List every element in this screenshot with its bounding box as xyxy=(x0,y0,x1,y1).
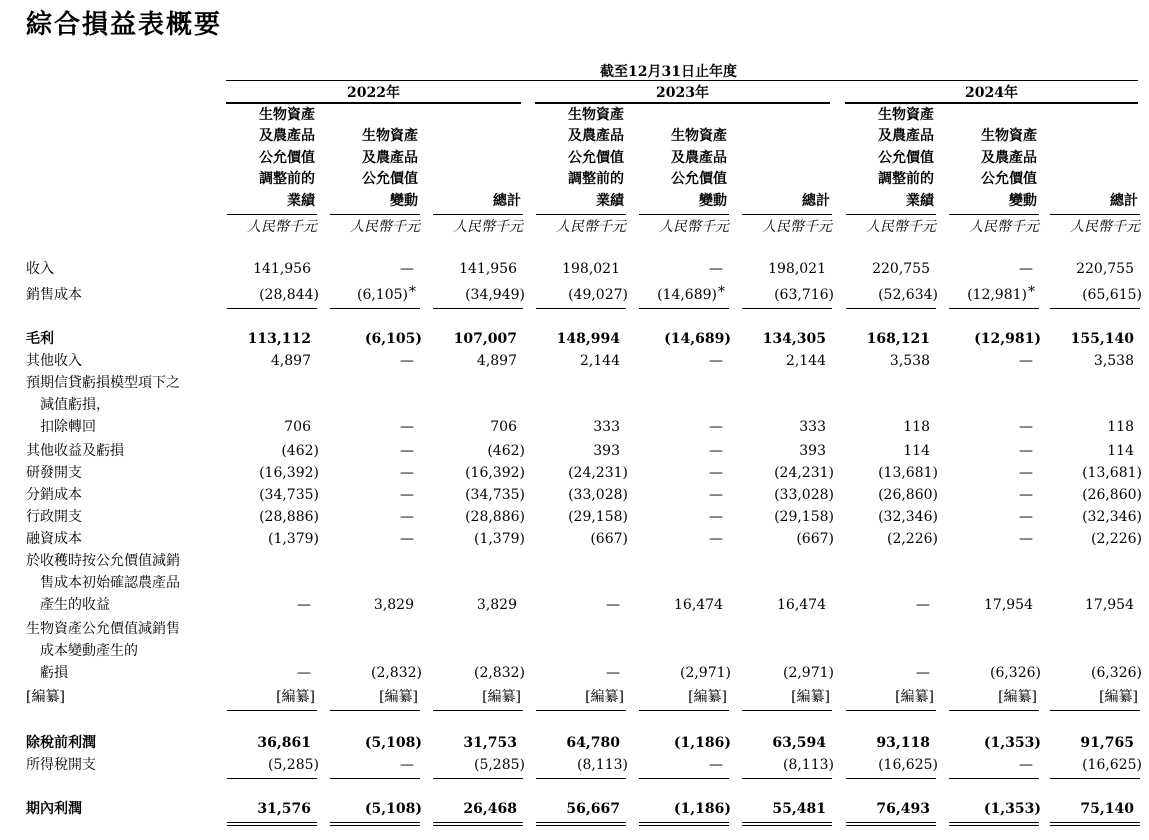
table-cell: 93,118 xyxy=(876,735,930,751)
table-cell: — xyxy=(606,665,620,681)
table-cell: (5,285) xyxy=(267,757,319,773)
table-cell: — xyxy=(400,509,414,525)
unit-rule xyxy=(742,214,832,215)
table-cell: 2,144 xyxy=(785,353,826,369)
subtotal-rule xyxy=(742,778,832,779)
table-cell: (63,716) xyxy=(774,287,834,303)
subtotal-rule xyxy=(949,778,1039,779)
table-cell: (32,346) xyxy=(1082,509,1142,525)
row-label: 售成本初始確認農產品 xyxy=(40,575,180,591)
table-cell: (2,832) xyxy=(473,665,525,681)
table-cell: — xyxy=(709,509,723,525)
table-cell: — xyxy=(1019,531,1033,547)
table-cell: (16,392) xyxy=(259,465,319,481)
row-label: 融資成本 xyxy=(26,531,82,547)
table-cell: 168,121 xyxy=(866,331,930,347)
table-cell: 333 xyxy=(799,419,826,435)
table-cell: — xyxy=(297,597,311,613)
unit-label: 人民幣千元 xyxy=(1070,219,1140,235)
subtotal-rule xyxy=(330,778,420,779)
subtotal-rule xyxy=(949,710,1039,711)
table-cell: (667) xyxy=(796,531,834,547)
table-cell: (5,108) xyxy=(364,801,422,817)
table-cell: [編纂] xyxy=(998,689,1037,705)
table-cell: (32,346) xyxy=(878,509,938,525)
table-cell: 3,538 xyxy=(889,353,930,369)
table-cell: 148,994 xyxy=(556,331,620,347)
total-double-rule xyxy=(742,822,832,826)
row-label: 其他收入 xyxy=(26,353,82,369)
table-cell: (2,971) xyxy=(782,665,834,681)
unit-rule xyxy=(846,214,936,215)
column-header-total: 總計 xyxy=(493,192,521,209)
table-cell: (28,844) xyxy=(259,287,319,303)
table-cell: 393 xyxy=(593,443,620,459)
unit-rule xyxy=(227,214,317,215)
total-double-rule xyxy=(330,822,420,826)
table-cell: 16,474 xyxy=(777,597,826,613)
table-cell: (8,113) xyxy=(576,757,628,773)
table-cell: — xyxy=(1019,487,1033,503)
year-header: 2022年 xyxy=(347,85,400,101)
table-cell: 333 xyxy=(593,419,620,435)
row-label: 研發開支 xyxy=(26,465,82,481)
table-cell: 76,493 xyxy=(876,801,930,817)
column-header-before: 生物資產 及農產品 公允價值 調整前的 業績 xyxy=(259,106,315,209)
table-cell: — xyxy=(709,419,723,435)
table-cell: 91,765 xyxy=(1080,735,1134,751)
table-cell: 36,861 xyxy=(257,735,311,751)
unit-rule xyxy=(639,214,729,215)
table-cell: (14,689) xyxy=(664,331,731,347)
footnote-marker: * xyxy=(409,284,416,300)
table-cell: (12,981) xyxy=(967,287,1027,303)
row-label: [編纂] xyxy=(26,689,65,705)
table-cell: — xyxy=(709,487,723,503)
subtotal-rule xyxy=(433,778,523,779)
total-double-rule xyxy=(1050,822,1140,826)
table-cell: (26,860) xyxy=(1082,487,1142,503)
table-cell: 706 xyxy=(284,419,311,435)
total-double-rule xyxy=(227,822,317,826)
table-cell: 198,021 xyxy=(562,261,620,277)
subtotal-rule xyxy=(227,778,317,779)
table-cell: — xyxy=(1019,757,1033,773)
row-label: 成本變動產生的 xyxy=(40,643,138,659)
table-cell: 220,755 xyxy=(872,261,930,277)
table-cell: (6,105) xyxy=(356,287,408,303)
row-label: 毛利 xyxy=(26,331,54,347)
table-cell: (1,186) xyxy=(673,801,731,817)
year-header: 2023年 xyxy=(656,85,709,101)
total-double-rule xyxy=(433,822,523,826)
table-cell: (16,392) xyxy=(465,465,525,481)
year-header: 2024年 xyxy=(965,85,1018,101)
subtotal-rule xyxy=(639,710,729,711)
table-cell: 113,112 xyxy=(247,331,311,347)
subtotal-rule xyxy=(433,308,523,309)
table-cell: 4,897 xyxy=(270,353,311,369)
total-double-rule xyxy=(536,822,626,826)
table-cell: — xyxy=(400,757,414,773)
subtotal-rule xyxy=(742,710,832,711)
subtotal-rule xyxy=(639,778,729,779)
table-cell: (34,735) xyxy=(465,487,525,503)
table-cell: — xyxy=(606,597,620,613)
table-cell: (29,158) xyxy=(774,509,834,525)
table-cell: (34,735) xyxy=(259,487,319,503)
table-cell: 17,954 xyxy=(1085,597,1134,613)
subtotal-rule xyxy=(742,308,832,309)
table-cell: 114 xyxy=(903,443,930,459)
unit-label: 人民幣千元 xyxy=(350,219,420,235)
row-label: 期內利潤 xyxy=(26,801,82,817)
table-cell: — xyxy=(709,531,723,547)
table-cell: (16,625) xyxy=(878,757,938,773)
row-label: 產生的收益 xyxy=(40,597,110,613)
table-cell: 3,829 xyxy=(476,597,517,613)
table-cell: 26,468 xyxy=(463,801,517,817)
table-cell: [編纂] xyxy=(585,689,624,705)
table-cell: — xyxy=(1019,353,1033,369)
subtotal-rule xyxy=(227,710,317,711)
unit-label: 人民幣千元 xyxy=(247,219,317,235)
table-cell: (26,860) xyxy=(878,487,938,503)
table-cell: (24,231) xyxy=(568,465,628,481)
table-cell: — xyxy=(400,465,414,481)
row-label: 銷售成本 xyxy=(26,287,82,303)
table-cell: — xyxy=(709,757,723,773)
table-cell: (8,113) xyxy=(782,757,834,773)
table-cell: 3,829 xyxy=(373,597,414,613)
table-cell: (1,353) xyxy=(983,801,1041,817)
subtotal-rule xyxy=(846,308,936,309)
table-cell: [編纂] xyxy=(276,689,315,705)
table-cell: — xyxy=(709,261,723,277)
table-cell: 64,780 xyxy=(566,735,620,751)
unit-label: 人民幣千元 xyxy=(659,219,729,235)
unit-label: 人民幣千元 xyxy=(453,219,523,235)
unit-rule xyxy=(536,214,626,215)
subtotal-rule xyxy=(536,308,626,309)
column-header-change: 生物資產 及農產品 公允價值 變動 xyxy=(671,128,727,209)
table-cell: (52,634) xyxy=(878,287,938,303)
row-label: 生物資產公允價值減銷售 xyxy=(26,621,180,637)
table-cell: 75,140 xyxy=(1080,801,1134,817)
table-cell: 118 xyxy=(903,419,930,435)
table-cell: (34,949) xyxy=(465,287,525,303)
unit-label: 人民幣千元 xyxy=(866,219,936,235)
total-double-rule xyxy=(639,822,729,826)
table-cell: (6,105) xyxy=(364,331,422,347)
table-cell: 4,897 xyxy=(476,353,517,369)
table-cell: [編纂] xyxy=(482,689,521,705)
table-cell: 141,956 xyxy=(253,261,311,277)
row-label: 於收穫時按公允價值減銷 xyxy=(26,553,180,569)
subtotal-rule xyxy=(536,778,626,779)
table-cell: (667) xyxy=(590,531,628,547)
table-cell: (462) xyxy=(281,443,319,459)
row-label: 除稅前利潤 xyxy=(26,735,96,751)
subtotal-rule xyxy=(330,710,420,711)
total-double-rule xyxy=(949,822,1039,826)
table-cell: (24,231) xyxy=(774,465,834,481)
row-label: 扣除轉回 xyxy=(40,419,96,435)
table-cell: 56,667 xyxy=(566,801,620,817)
unit-rule xyxy=(433,214,523,215)
subtotal-rule xyxy=(949,308,1039,309)
unit-rule xyxy=(1050,214,1140,215)
table-cell: (13,681) xyxy=(1082,465,1142,481)
period-rule xyxy=(226,80,1138,81)
subtotal-rule xyxy=(227,308,317,309)
table-cell: — xyxy=(400,353,414,369)
table-cell: — xyxy=(709,443,723,459)
table-cell: 17,954 xyxy=(984,597,1033,613)
table-cell: (16,625) xyxy=(1082,757,1142,773)
table-cell: [編纂] xyxy=(379,689,418,705)
table-cell: 63,594 xyxy=(772,735,826,751)
table-cell: 2,144 xyxy=(579,353,620,369)
table-cell: [編纂] xyxy=(791,689,830,705)
unit-rule xyxy=(949,214,1039,215)
row-label: 其他收益及虧損 xyxy=(26,443,124,459)
table-cell: (1,379) xyxy=(267,531,319,547)
total-double-rule xyxy=(846,822,936,826)
row-label: 預期信貸虧損模型項下之 xyxy=(26,375,180,391)
row-label: 減值虧損， xyxy=(40,397,110,413)
column-header-before: 生物資產 及農產品 公允價值 調整前的 業績 xyxy=(878,106,934,209)
subtotal-rule xyxy=(639,308,729,309)
table-cell: — xyxy=(400,261,414,277)
table-cell: 141,956 xyxy=(459,261,517,277)
table-cell: (2,226) xyxy=(886,531,938,547)
table-cell: (29,158) xyxy=(568,509,628,525)
table-cell: — xyxy=(709,353,723,369)
table-cell: — xyxy=(1019,465,1033,481)
table-cell: — xyxy=(1019,509,1033,525)
subtotal-rule xyxy=(846,710,936,711)
footnote-marker: * xyxy=(718,284,725,300)
table-cell: (1,186) xyxy=(673,735,731,751)
table-cell: (1,379) xyxy=(473,531,525,547)
table-cell: (6,326) xyxy=(989,665,1041,681)
table-cell: — xyxy=(1019,419,1033,435)
table-cell: (1,353) xyxy=(983,735,1041,751)
table-cell: (28,886) xyxy=(465,509,525,525)
table-cell: 118 xyxy=(1107,419,1134,435)
table-cell: 31,576 xyxy=(257,801,311,817)
unit-label: 人民幣千元 xyxy=(969,219,1039,235)
subtotal-rule xyxy=(330,308,420,309)
row-label: 收入 xyxy=(26,261,54,277)
column-header-change: 生物資產 及農產品 公允價值 變動 xyxy=(362,128,418,209)
table-cell: (49,027) xyxy=(568,287,628,303)
table-cell: 393 xyxy=(799,443,826,459)
period-header: 截至12月31日止年度 xyxy=(600,64,737,80)
subtotal-rule xyxy=(433,710,523,711)
table-cell: 134,305 xyxy=(762,331,826,347)
table-cell: — xyxy=(297,665,311,681)
table-cell: (14,689) xyxy=(657,287,717,303)
column-header-before: 生物資產 及農產品 公允價值 調整前的 業績 xyxy=(568,106,624,209)
table-cell: — xyxy=(1019,443,1033,459)
table-cell: — xyxy=(400,443,414,459)
table-cell: 220,755 xyxy=(1076,261,1134,277)
table-cell: (2,971) xyxy=(679,665,731,681)
table-cell: (13,681) xyxy=(878,465,938,481)
unit-label: 人民幣千元 xyxy=(762,219,832,235)
table-cell: 55,481 xyxy=(772,801,826,817)
subtotal-rule xyxy=(1050,778,1140,779)
table-cell: (2,832) xyxy=(370,665,422,681)
table-cell: — xyxy=(916,665,930,681)
row-label: 所得稅開支 xyxy=(26,757,96,773)
table-cell: (12,981) xyxy=(974,331,1041,347)
unit-rule xyxy=(330,214,420,215)
column-header-total: 總計 xyxy=(802,192,830,209)
table-cell: (33,028) xyxy=(568,487,628,503)
table-cell: [編纂] xyxy=(688,689,727,705)
row-label: 分銷成本 xyxy=(26,487,82,503)
row-label: 行政開支 xyxy=(26,509,82,525)
table-cell: (5,108) xyxy=(364,735,422,751)
table-cell: (65,615) xyxy=(1082,287,1142,303)
table-cell: (33,028) xyxy=(774,487,834,503)
table-cell: — xyxy=(916,597,930,613)
table-cell: 706 xyxy=(490,419,517,435)
subtotal-rule xyxy=(1050,710,1140,711)
unit-label: 人民幣千元 xyxy=(556,219,626,235)
table-cell: 3,538 xyxy=(1093,353,1134,369)
subtotal-rule xyxy=(1050,308,1140,309)
table-cell: (6,326) xyxy=(1090,665,1142,681)
row-label: 虧損 xyxy=(40,665,68,681)
table-cell: (2,226) xyxy=(1090,531,1142,547)
table-cell: — xyxy=(400,531,414,547)
table-cell: 114 xyxy=(1107,443,1134,459)
footnote-marker: * xyxy=(1028,284,1035,300)
subtotal-rule xyxy=(536,710,626,711)
table-cell: — xyxy=(400,419,414,435)
table-cell: 107,007 xyxy=(453,331,517,347)
column-header-total: 總計 xyxy=(1110,192,1138,209)
subtotal-rule xyxy=(846,778,936,779)
table-cell: 16,474 xyxy=(674,597,723,613)
column-header-change: 生物資產 及農產品 公允價值 變動 xyxy=(981,128,1037,209)
table-cell: (462) xyxy=(487,443,525,459)
table-cell: [編纂] xyxy=(895,689,934,705)
page-title: 綜合損益表概要 xyxy=(26,10,223,40)
table-cell: [編纂] xyxy=(1099,689,1138,705)
table-cell: 31,753 xyxy=(463,735,517,751)
table-cell: 198,021 xyxy=(768,261,826,277)
table-cell: — xyxy=(400,487,414,503)
table-cell: 155,140 xyxy=(1070,331,1134,347)
table-cell: (5,285) xyxy=(473,757,525,773)
table-cell: — xyxy=(709,465,723,481)
table-cell: (28,886) xyxy=(259,509,319,525)
table-cell: — xyxy=(1019,261,1033,277)
